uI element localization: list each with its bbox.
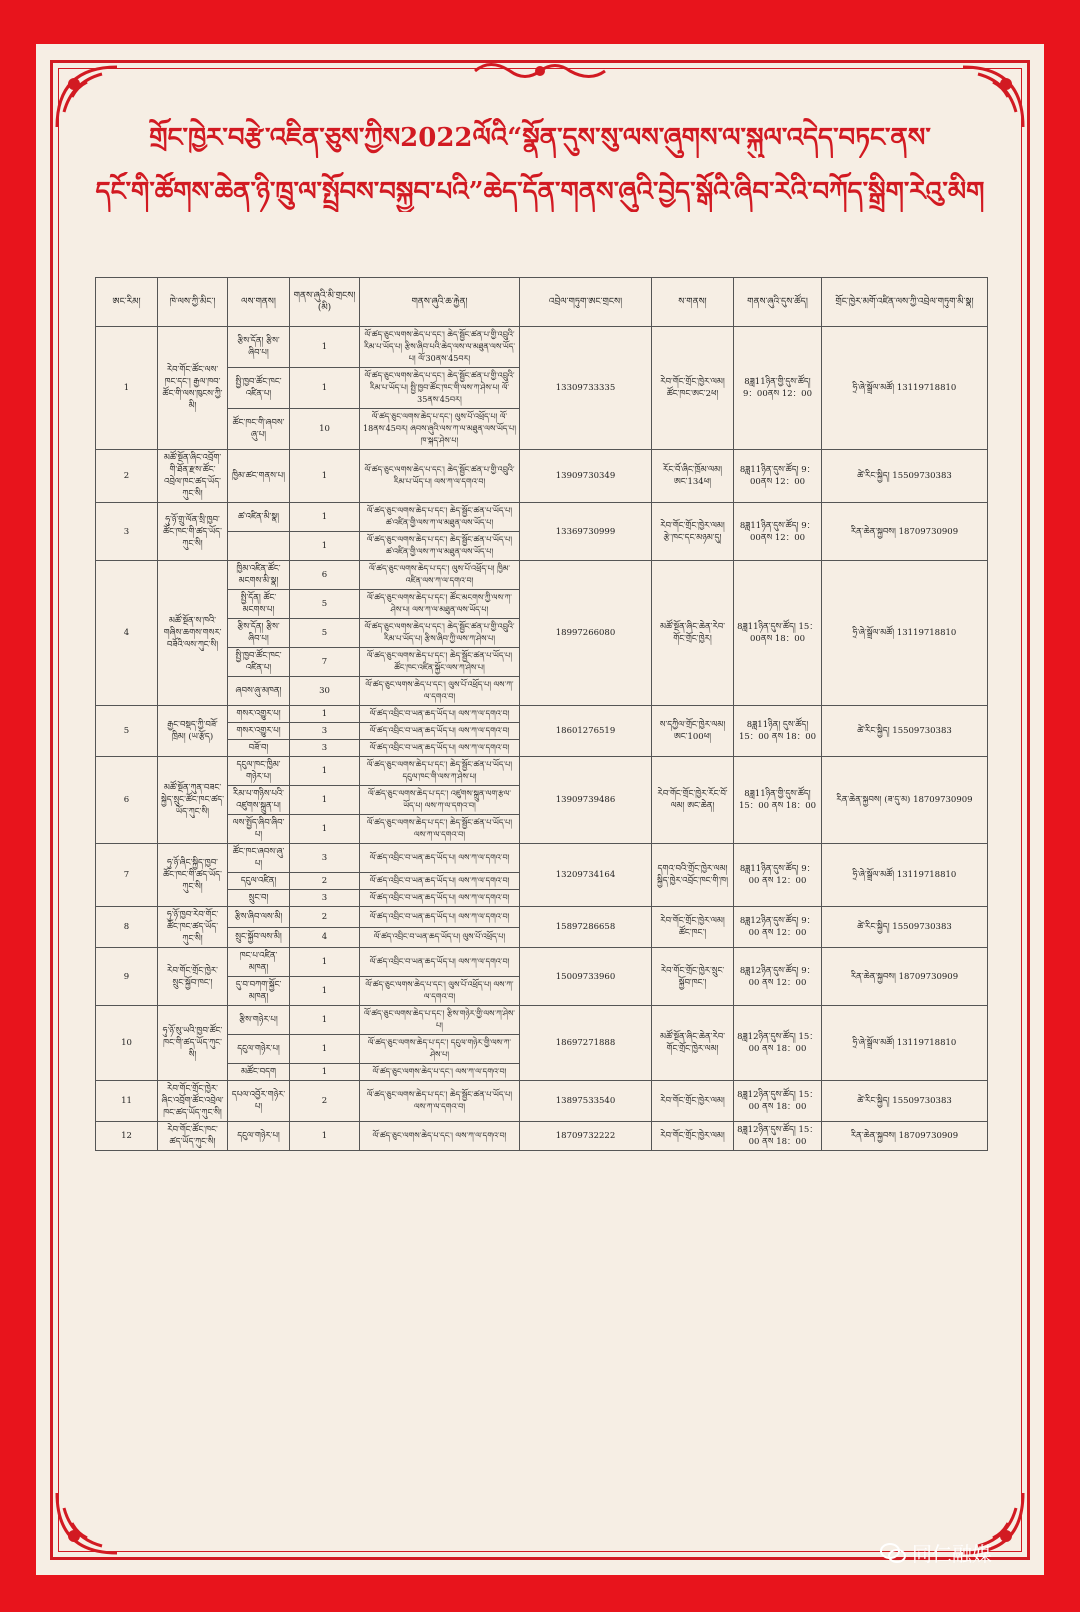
job-count: 1 bbox=[290, 706, 360, 723]
job-position: ཞབས་ཞུ་མཁན། bbox=[228, 677, 290, 706]
table-row bbox=[96, 757, 988, 786]
job-count: 1 bbox=[290, 1035, 360, 1064]
table-row bbox=[96, 706, 988, 723]
location: རེབ་གོང་གྲོང་ཁྱེར་ལམ། bbox=[652, 1081, 734, 1122]
header-cell: གནས་ཞུའི་མི་གྲངས། (མི) bbox=[290, 278, 360, 327]
header-cell: འབྲེལ་གཏུག་ཨང་གྲངས། bbox=[520, 278, 652, 327]
contact-phone: 13909730349 bbox=[520, 450, 652, 503]
table-row bbox=[96, 561, 988, 590]
job-position: མཚོང་བདག bbox=[228, 1064, 290, 1081]
table-row bbox=[96, 948, 988, 977]
job-position: ཁང་པ་འཛིན་མཁན། bbox=[228, 948, 290, 977]
location: རོང་བོ་ཞིང་ཁྲོམ་ལམ། ཨང་134ཕ། bbox=[652, 450, 734, 503]
job-requirements: ལོ་ཚད་ཅུང་ལགས་ཆེད་པ་དང་། ལས་ཀ་ལ་དགའ་བ། bbox=[360, 1064, 520, 1081]
company-name: རེབ་གོང་ཚོང་ལས་ཁང་དང་། རྒྱལ་ཁབ་ཚོང་གི་ལས་ཁུངས་ཀྱི་མི། bbox=[158, 327, 228, 450]
city-contact-person: ཧྲི་ཞེ་སྒྲོལ་མཚོ། 13119718810 bbox=[822, 1006, 988, 1081]
job-count: 1 bbox=[290, 532, 360, 561]
location: མཚོ་སྔོན་ཞིང་ཆེན་རེབ་གོང་གྲོང་ཁྱེར། bbox=[652, 561, 734, 706]
table-row bbox=[96, 1122, 988, 1151]
job-count: 1 bbox=[290, 1064, 360, 1081]
row-number: 9 bbox=[96, 948, 158, 1006]
job-position: དངུལ་གཉེར་པ། bbox=[228, 1122, 290, 1151]
job-position: དུ་བ་བཀག་སྐྱོང་མཁན། bbox=[228, 977, 290, 1006]
job-count: 1 bbox=[290, 503, 360, 532]
contact-phone: 18709732222 bbox=[520, 1122, 652, 1151]
job-position: ཁྱིམ་འཛིན་ཚོང་མངགས་མི་སྣ། bbox=[228, 561, 290, 590]
job-position: སྤྱི་ཁྱབ་ཚོང་ཁང་འཛིན་པ། bbox=[228, 368, 290, 409]
header-cell: གནས་ཞུའི་དུས་ཚོད། bbox=[734, 278, 822, 327]
job-count: 5 bbox=[290, 619, 360, 648]
job-position: སྲུང་བ། bbox=[228, 890, 290, 907]
company-name: མཚོ་སྔོན་ཀུན་བཟང་སྐྱེད་སྲུང་ཚོང་ཁང་ཚད་ཡོད་ཀུང་སི། bbox=[158, 757, 228, 844]
job-count: 2 bbox=[290, 1081, 360, 1122]
table-header-row bbox=[96, 278, 988, 327]
job-requirements: ལོ་ཚད་ཅུང་ལགས་ཆེད་པ་དང་། ཚོང་མངགས་ཀྱི་ལས་ཀ་ཤེས་པ། ལས་ཀ་ལ་མཐུན་ལས་ཡོད་པ། bbox=[360, 590, 520, 619]
location: མཚོ་སྔོན་ཞིང་ཆེན་རེབ་གོང་གྲོང་ཁྱེར་ལམ། bbox=[652, 1006, 734, 1081]
interview-time: 8ཟླ12ཉིན་དུས་ཚོད། 9：00 ནས 12：00 bbox=[734, 907, 822, 948]
contact-phone: 15897286658 bbox=[520, 907, 652, 948]
job-position: རྩིས་དོན། རྩིས་ཞིབ་པ། bbox=[228, 619, 290, 648]
city-contact-person: ཧྲི་ཞེ་སྒྲོལ་མཚོ། 13119718810 bbox=[822, 561, 988, 706]
contact-phone: 18997266080 bbox=[520, 561, 652, 706]
row-number: 6 bbox=[96, 757, 158, 844]
job-count: 1 bbox=[290, 977, 360, 1006]
city-contact-person: ཚེ་རིང་སྐྱིད། 15509730383 bbox=[822, 450, 988, 503]
job-requirements: ལོ་ཚད་འབྲིང་བ་ཡན་ཆད་ཡོད་པ། ལས་ཀ་ལ་དགའ་བ། bbox=[360, 723, 520, 740]
title-line-1: གྲོང་ཁྱེར་བརྩེ་འཇིན་ཅུས་ཀྱིས2022ལོའི“སྣོན་དུས་སུ་ལས་ཞུགས་ལ་སྐུལ་འདེད་བཏང་ནས་ bbox=[149, 123, 931, 153]
row-number: 8 bbox=[96, 907, 158, 948]
interview-time: 8ཟླ11ཉིན། དུས་ཚོད། 15：00 ནས 18：00 bbox=[734, 706, 822, 757]
job-requirements: ལོ་ཚད་ཅུང་ལགས་ཆེད་པ་དང་། ཆེད་སྦྱོང་ཚན་པ་ཡོད་པ། ཚ་འཛིན་གྱི་ལས་ཀ་ལ་མཐུན་ལས་ཡོད་པ། bbox=[360, 532, 520, 561]
job-count: 2 bbox=[290, 907, 360, 928]
job-position: རྩིས་ཞིབ་ལས་མི། bbox=[228, 907, 290, 928]
location: རེབ་གོང་གྲོང་ཁྱེར་ལམ། bbox=[652, 1122, 734, 1151]
job-count: 1 bbox=[290, 450, 360, 503]
job-position: ཁྱིམ་ཚང་གནས་པ། bbox=[228, 450, 290, 503]
city-contact-person: རིན་ཆེན་སྐྱབས། 18709730909 bbox=[822, 503, 988, 561]
job-count: 3 bbox=[290, 844, 360, 873]
row-number: 12 bbox=[96, 1122, 158, 1151]
table-row bbox=[96, 503, 988, 532]
company-name: ཧུ་ཉོ་གྲུ་ལོན་སྲི་ཁྱབ་ཚོང་ཁང་གི་ཚད་ཡོད་ཀུང་སི། bbox=[158, 503, 228, 561]
job-position: སྲུང་སྐྱོབ་ལས་མི། bbox=[228, 927, 290, 948]
city-contact-person: ཚེ་རིང་སྐྱིད། 15509730383 bbox=[822, 706, 988, 757]
header-cell: ས་གནས། bbox=[652, 278, 734, 327]
interview-time: 8ཟླ11ཉིན་གྱི་དུས་ཚོད། 15：00 ནས 18：00 bbox=[734, 757, 822, 844]
city-contact-person: ཧྲི་ཞེ་སྒྲོལ་མཚོ། 13119718810 bbox=[822, 327, 988, 450]
company-name: རེབ་གོང་ཚོང་ཁང་ཚད་ཡོད་ཀུང་སི། bbox=[158, 1122, 228, 1151]
contact-phone: 13369730999 bbox=[520, 503, 652, 561]
job-requirements: ལོ་ཚད་ཅུང་ལགས་ཆེད་པ་དང་། ཆེད་སྦྱོང་ཚན་པ་ཡོད་པ། ཚོང་ཁང་འཛིན་སྐྱོང་ལས་ཀ་ཤེས་པ། bbox=[360, 648, 520, 677]
job-requirements: ལོ་ཚད་འབྲིང་བ་ཡན་ཆད་ཡོད་པ། ལས་ཀ་ལ་དགའ་བ། bbox=[360, 890, 520, 907]
table-row bbox=[96, 1081, 988, 1122]
location: ས་དཀྱིལ་གྲོང་ཁྱེར་ལམ། ཨང་100ཕ། bbox=[652, 706, 734, 757]
wechat-icon bbox=[880, 1542, 906, 1564]
job-requirements: ལོ་ཚད་ཅུང་ལགས་ཆེད་པ་དང་། ལུས་པོ་འཕྲོད་པ། ཁྱིམ་འཛིན་ལས་ཀ་ལ་དགའ་བ། bbox=[360, 561, 520, 590]
job-position: ཚོང་ཁང་གི་ཞབས་ཞུ་པ། bbox=[228, 409, 290, 450]
job-count: 6 bbox=[290, 561, 360, 590]
job-requirements: ལོ་ཚད་ཅུང་ལགས་ཆེད་པ་དང་། ཆེད་སྦྱོང་ཚན་པ་གྱི་འབྲུའི་རིམ་པ་ཡོད་པ། ལས་ཀ་ལ་དགའ་བ། bbox=[360, 450, 520, 503]
job-requirements: ལོ་ཚད་ཅུང་ལགས་ཆེད་པ་དང་། ཆེད་སྦྱོང་ཚན་པ་གྱི་འབྲུའི་རིམ་པ་ཡོད་པ། སྤྱི་ཁྱབ་ཚོང་ཁང་གི་ལས་ཀ་ཤེས་པ། ལོ་35ནས་45བར། bbox=[360, 368, 520, 409]
corner-ornament-bottom-left bbox=[52, 1488, 122, 1558]
job-count: 1 bbox=[290, 948, 360, 977]
location: རེབ་གོང་གྲོང་ཁྱེར་ལམ། རྩེ་ཁང་དང་མཉམ་དུ། bbox=[652, 503, 734, 561]
job-position: གསར་འགྱུར་པ། bbox=[228, 723, 290, 740]
row-number: 3 bbox=[96, 503, 158, 561]
job-position: དངུལ་འཛིན། bbox=[228, 873, 290, 890]
header-cell: གྲོང་ཁྱེར་མགོ་འཛིན་ལས་ཀྱི་འབྲེལ་གཏུག་མི་སྣ། bbox=[822, 278, 988, 327]
contact-phone: 18601276519 bbox=[520, 706, 652, 757]
interview-time: 8ཟླ12ཉིན་དུས་ཚོད། 15：00 ནས 18：00 bbox=[734, 1081, 822, 1122]
job-position: སྤྱི་ཁྱབ་ཚོང་ཁང་འཛིན་པ། bbox=[228, 648, 290, 677]
interview-time: 8ཟླ11ཉིན་གྱི་དུས་ཚོད། 9：00ནས 12：00 bbox=[734, 327, 822, 450]
job-position: ལས་སྤྱོད་ཞིབ་ཞིབ་པ། bbox=[228, 815, 290, 844]
job-position bbox=[228, 532, 290, 561]
job-count: 3 bbox=[290, 723, 360, 740]
row-number: 1 bbox=[96, 327, 158, 450]
job-position: དངུལ་ཁང་ཁྱིམ་གཉེར་པ། bbox=[228, 757, 290, 786]
contact-phone: 18697271888 bbox=[520, 1006, 652, 1081]
job-requirements: ལོ་ཚད་འབྲིང་བ་ཡན་ཆད་ཡོད་པ། ལས་ཀ་ལ་དགའ་བ། bbox=[360, 740, 520, 757]
watermark-text: 同仁融媒 bbox=[912, 1542, 992, 1566]
interview-time: 8ཟླ12ཉིན་དུས་ཚོད། 9：00 ནས 12：00 bbox=[734, 948, 822, 1006]
interview-time: 8ཟླ11ཉིན་དུས་ཚོད། 9：00ནས 12：00 bbox=[734, 503, 822, 561]
job-requirements: ལོ་ཚད་ཅུང་ལགས་ཆེད་པ་དང་། ཆེད་སྦྱོང་ཚན་པ་གྱི་འབྲུའི་རིམ་པ་ཡོད་པ། རྩིས་ཞིབ་པའི་ཆེད་ལས་ལ་མཐུན་ལས་ཡོད་པ། ལོ་30ནས་45བར། bbox=[360, 327, 520, 368]
job-count: 1 bbox=[290, 815, 360, 844]
company-name: རྒྱང་བསྡད་ཀྱི་བཟོ་ཁྲིམ། (ཡ་རྩོད) bbox=[158, 706, 228, 757]
job-requirements: ལོ་ཚད་ཅུང་ལགས་ཆེད་པ་དང་། ཆེད་སྦྱོང་ཚན་པ་ཡོད་པ། ཚ་འཛིན་གྱི་ལས་ཀ་ལ་མཐུན་ལས་ཡོད་པ། bbox=[360, 503, 520, 532]
recruitment-table bbox=[95, 277, 988, 1151]
job-count: 2 bbox=[290, 873, 360, 890]
header-cell: གནས་ཞུའི་ཆ་རྐྱེན། bbox=[360, 278, 520, 327]
city-contact-person: རིན་ཆེན་སྐྱབས། 18709730909 bbox=[822, 948, 988, 1006]
job-count: 1 bbox=[290, 757, 360, 786]
job-requirements: ལོ་ཚད་ཅུང་ལགས་ཆེད་པ་དང་། དངུལ་གཉེར་གྱི་ལས་ཀ་ཤེས་པ། bbox=[360, 1035, 520, 1064]
job-requirements: ལོ་ཚད་ཅུང་ལགས་ཆེད་པ་དང་། ཆེད་སྦྱོང་ཚན་པ་གྱི་འབྲུའི་རིམ་པ་ཡོད་པ། རྩིས་ཞིབ་ཀྱི་ལས་ཀ་ཤེས་པ། bbox=[360, 619, 520, 648]
header-cell: ཨང་རིམ། bbox=[96, 278, 158, 327]
job-count: 5 bbox=[290, 590, 360, 619]
company-name: ཧུ་ཉོ་ཁྱབ་རེབ་གོང་ཚོང་ཁང་ཚད་ཡོད་ཀུང་སི། bbox=[158, 907, 228, 948]
job-position: བཟོ་བ། bbox=[228, 740, 290, 757]
company-name: རེབ་གོང་གྲོང་ཁྱེར་ཞིང་འབྲོག་ཚོང་འབྲེལ་ཁང་ཚད་ཡོད་ཀུང་སི། bbox=[158, 1081, 228, 1122]
row-number: 11 bbox=[96, 1081, 158, 1122]
job-position: རྩིས་དོན། རྩིས་ཞིབ་པ། bbox=[228, 327, 290, 368]
interview-time: 8ཟླ12ཉིན་དུས་ཚོད། 15：00 ནས 18：00 bbox=[734, 1006, 822, 1081]
header-cell: ཁེ་ལས་ཀྱི་མིང་། bbox=[158, 278, 228, 327]
table-row bbox=[96, 1006, 988, 1035]
interview-time: 8ཟླ12ཉིན་དུས་ཚོད། 15：00 ནས 18：00 bbox=[734, 1122, 822, 1151]
job-position: རིམ་པ་གཉིས་པའི་འཛུགས་སྐྲུན་པ། bbox=[228, 786, 290, 815]
company-name: ཧུ་ཉོ་སུ་ཡའི་ཁྱབ་ཚོང་ཁང་གི་ཚད་ཡོད་ཀུང་སི། bbox=[158, 1006, 228, 1081]
job-position: ཚ་འཛིན་མི་སྣ། bbox=[228, 503, 290, 532]
city-contact-person: ཚེ་རིང་སྐྱིད། 15509730383 bbox=[822, 1081, 988, 1122]
job-requirements: ལོ་ཚད་ཅུང་ལགས་ཆེད་པ་དང་། ཆེད་སྦྱོང་ཚན་པ་ཡོད་པ། ལས་ཀ་ལ་དགའ་བ། bbox=[360, 815, 520, 844]
contact-phone: 13309733335 bbox=[520, 327, 652, 450]
job-count: 1 bbox=[290, 368, 360, 409]
top-scroll-ornament bbox=[470, 58, 610, 84]
job-position: སྤྱི་དོན། ཚོང་མངགས་པ། bbox=[228, 590, 290, 619]
job-requirements: ལོ་ཚད་འབྲིང་བ་ཡན་ཆད་ཡོད་པ། ལས་ཀ་ལ་དགའ་བ། bbox=[360, 706, 520, 723]
job-count: 7 bbox=[290, 648, 360, 677]
title-line-2: དངོ་གི་ཚོགས་ཆེན་ཉི་ཁྲུ་ལ་སྤྲོབས་བསྐྱབ་པའི”ཆེད་དོན་གནས་ཞུའི་བྱེད་སྒོའི་ཞིབ་རེའི་བཀོད་སྒྲིག་རེའུ་མིག bbox=[95, 177, 985, 207]
job-position: དངུལ་གཉེར་པ། bbox=[228, 1035, 290, 1064]
job-requirements: ལོ་ཚད་འབྲིང་བ་ཡན་ཆད་ཡོད་པ། ལུས་པོ་འཕྲོད་པ། bbox=[360, 927, 520, 948]
location: རེབ་གོང་གྲོང་ཁྱེར་སྲུང་སྐྱོབ་ཁང་། bbox=[652, 948, 734, 1006]
contact-phone: 13897533540 bbox=[520, 1081, 652, 1122]
job-count: 4 bbox=[290, 927, 360, 948]
row-number: 4 bbox=[96, 561, 158, 706]
watermark bbox=[880, 1538, 992, 1567]
location: དགའ་བའི་གྲོང་ཁྱེར་ལམ། སྐྱིད་ཁྱེར་འབྲོང་ཁང་གི་ཁ། bbox=[652, 844, 734, 907]
job-requirements: ལོ་ཚད་འབྲིང་བ་ཡན་ཆད་ཡོད་པ། ལས་ཀ་ལ་དགའ་བ། bbox=[360, 948, 520, 977]
job-count: 30 bbox=[290, 677, 360, 706]
job-requirements: ལོ་ཚད་འབྲིང་བ་ཡན་ཆད་ཡོད་པ། ལས་ཀ་ལ་དགའ་བ། bbox=[360, 873, 520, 890]
contact-phone: 15009733960 bbox=[520, 948, 652, 1006]
job-count: 3 bbox=[290, 740, 360, 757]
interview-time: 8ཟླ11ཉིན་དུས་ཚོད། 9：00ནས 12：00 bbox=[734, 450, 822, 503]
table-row bbox=[96, 327, 988, 368]
company-name: མཚོ་སྔོན་ཞིང་འབྲོག་གི་ཐོན་རྫས་ཚོང་འབྲེལ་ཁང་ཚད་ཡོད་ཀུང་སི། bbox=[158, 450, 228, 503]
job-requirements: ལོ་ཚད་ཅུང་ལགས་ཆེད་པ་དང་། ཆེད་སྦྱོང་ཚན་པ་ཡོད་པ། ལས་ཀ་ལ་དགའ་བ། bbox=[360, 1081, 520, 1122]
row-number: 7 bbox=[96, 844, 158, 907]
interview-time: 8ཟླ11ཉིན་དུས་ཚོད། 9：00 ནས 12：00 bbox=[734, 844, 822, 907]
job-count: 3 bbox=[290, 890, 360, 907]
job-requirements: ལོ་ཚད་ཅུང་ལགས་ཆེད་པ་དང་། རྩིས་གཉེར་གྱི་ལས་ཀ་ཤེས་པ། bbox=[360, 1006, 520, 1035]
interview-time: 8ཟླ11ཉིན་དུས་ཚོད། 15：00ནས 18：00 bbox=[734, 561, 822, 706]
location: རེབ་གོང་གྲོང་ཁྱེར་རོང་བོ་ལམ། ཨང་ཆེན། bbox=[652, 757, 734, 844]
job-count: 1 bbox=[290, 786, 360, 815]
row-number: 10 bbox=[96, 1006, 158, 1081]
table-row bbox=[96, 450, 988, 503]
location: རེབ་གོང་གྲོང་ཁྱེར་ལམ། ཚོང་ཁང་། bbox=[652, 907, 734, 948]
company-name: རེབ་གོང་གྲོང་ཁྱེར་སྲུང་སྐྱོབ་ཁང་། bbox=[158, 948, 228, 1006]
job-position: གསར་འགྱུར་པ། bbox=[228, 706, 290, 723]
job-requirements: ལོ་ཚད་ཅུང་ལགས་ཆེད་པ་དང་། ལུས་པོ་འཕྲོད་པ། ལས་ཀ་ལ་དགའ་བ། bbox=[360, 677, 520, 706]
job-count: 1 bbox=[290, 327, 360, 368]
job-position: དཔལ་འབྱོར་གཉེར་པ། bbox=[228, 1081, 290, 1122]
job-position: ཚོང་ཁང་ཞབས་ཞུ་པ། bbox=[228, 844, 290, 873]
contact-phone: 13209734164 bbox=[520, 844, 652, 907]
city-contact-person: རིན་ཆེན་སྐྱབས། (ཟ་དུ་མ) 18709730909 bbox=[822, 757, 988, 844]
city-contact-person: ཧྲི་ཞེ་སྒྲོལ་མཚོ། 13119718810 bbox=[822, 844, 988, 907]
table-row bbox=[96, 907, 988, 928]
location: རེབ་གོང་གྲོང་ཁྱེར་ལམ། ཚོང་ཁང་ཨང་2ཕ། bbox=[652, 327, 734, 450]
job-requirements: ལོ་ཚད་འབྲིང་བ་ཡན་ཆད་ཡོད་པ། ལས་ཀ་ལ་དགའ་བ། bbox=[360, 907, 520, 928]
job-count: 1 bbox=[290, 1006, 360, 1035]
row-number: 5 bbox=[96, 706, 158, 757]
job-requirements: ལོ་ཚད་ཅུང་ལགས་ཆེད་པ་དང་། ཆེད་སྦྱོང་ཚན་པ་ཡོད་པ། དངུལ་ཁང་གི་ལས་ཀ་ཤེས་པ། bbox=[360, 757, 520, 786]
company-name: ཧུ་ཉོ་ཞིང་སྐྱིད་ཁྱབ་ཚོང་ཁང་གི་ཚད་ཡོད་ཀུང་སི། bbox=[158, 844, 228, 907]
table-row bbox=[96, 844, 988, 873]
job-position: རྩིས་གཉེར་པ། bbox=[228, 1006, 290, 1035]
job-requirements: ལོ་ཚད་ཅུང་ལགས་ཆེད་པ་དང་། ལུས་པོ་འཕྲོད་པ། ལས་ཀ་ལ་དགའ་བ། bbox=[360, 977, 520, 1006]
job-requirements: ལོ་ཚད་ཅུང་ལགས་ཆེད་པ་དང་། ལས་ཀ་ལ་དགའ་བ། bbox=[360, 1122, 520, 1151]
row-number: 2 bbox=[96, 450, 158, 503]
job-count: 10 bbox=[290, 409, 360, 450]
city-contact-person: རིན་ཆེན་སྐྱབས། 18709730909 bbox=[822, 1122, 988, 1151]
job-requirements: ལོ་ཚད་ཅུང་ལགས་ཆེད་པ་དང་། ལུས་པོ་འཕྲོད་པ། ལོ་18ནས་45བར། ཞབས་ཞུའི་ལས་ཀ་ལ་མཐུན་ལས་ཡོད་པ། ཁ་སྐད་ཤེས་པ། bbox=[360, 409, 520, 450]
job-requirements: ལོ་ཚད་འབྲིང་བ་ཡན་ཆད་ཡོད་པ། ལས་ཀ་ལ་དགའ་བ། bbox=[360, 844, 520, 873]
city-contact-person: ཚེ་རིང་སྐྱིད། 15509730383 bbox=[822, 907, 988, 948]
company-name: མཚོ་སྔོན་ས་ཁའི་གཞིས་ཆགས་གསར་བཟོའི་ལས་ཀུང་སི། bbox=[158, 561, 228, 706]
job-requirements: ལོ་ཚད་ཅུང་ལགས་ཆེད་པ་དང་། འཛུགས་སྐྲུན་ལག་རྩལ་ཡོད་པ། ལས་ཀ་ལ་དགའ་བ། bbox=[360, 786, 520, 815]
job-count: 1 bbox=[290, 1122, 360, 1151]
contact-phone: 13909739486 bbox=[520, 757, 652, 844]
header-cell: ལས་གནས། bbox=[228, 278, 290, 327]
